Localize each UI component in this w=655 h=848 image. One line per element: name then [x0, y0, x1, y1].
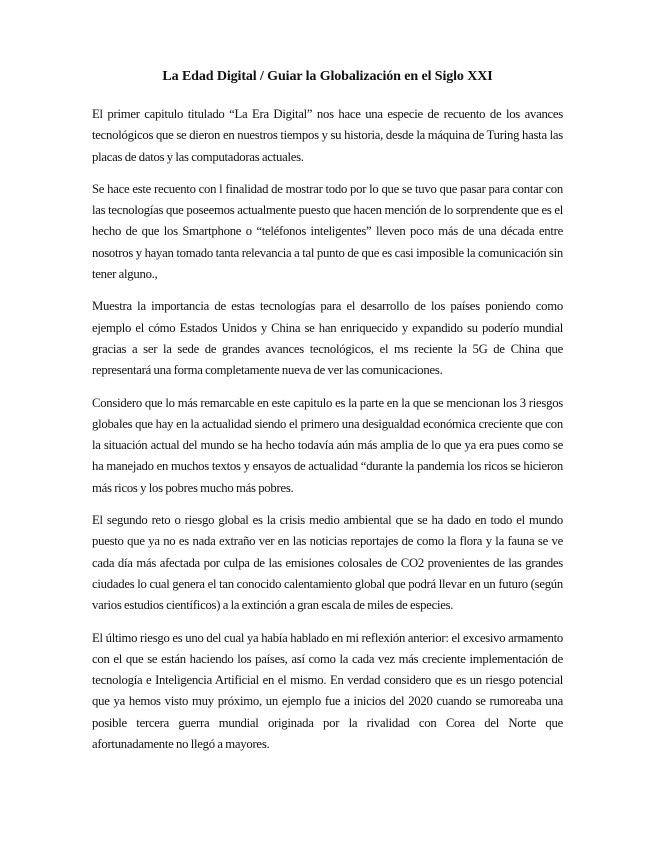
paragraph-importance: Muestra la importancia de estas tecnologías para el desarrollo de los países poniendo como ejemplo el cómo Estados Unidos y China se han enriquecido y expandido su poderío mundial gracias a ser la sede de grandes avances tecnológicos, el ms reciente la 5G de China que representará una forma completamente nueva de ver las comunicaciones.: [92, 299, 563, 378]
paragraph-purpose: Se hace este recuento con l finalidad de mostrar todo por lo que se tuvo que pasar para contar con las tecnologías que poseemos actualmente puesto que hacen mención de lo sorprendente que es el hecho de que los Smartphone o “teléfonos inteligentes” lleven poco más de una década entre nosotros y hayan tomado tanta relevancia a tal punto de que es casi imposible la comunicación sin tener alguno.,: [92, 181, 563, 282]
paragraph-intro: El primer capitulo titulado “La Era Digital” nos hace una especie de recuento de los avances tecnológicos que se dieron en nuestros tiempos y su historia, desde la máquina de Turing hasta las placas de datos y las computadoras actuales.: [92, 107, 563, 164]
document-title: La Edad Digital / Guiar la Globalización en el Siglo XXI: [162, 69, 493, 84]
paragraph-third-risk: El último riesgo es uno del cual ya había hablado en mi reflexión anterior: el excesivo armamento con el que se están haciendo los países, así como la cada vez más creciente implementación de tecnología e Inteligencia Artificial en el mismo. En verdad considero que es un riesgo potencial que ya hemos visto muy próximo, un ejemplo fue a inicios del 2020 cuando se rumoreaba una posible tercera guerra mundial originada por la rivalidad con Corea del Norte que afortunadamente no llegó a mayores.: [92, 630, 563, 752]
paragraph-first-risk: Considero que lo más remarcable en este capitulo es la parte en la que se mencionan los 3 riesgos globales que hay en la actualidad siendo el primero una desigualdad económica creciente que con la situación actual del mundo se ha hecho todavía aún más amplia de lo que ya era pues como se ha manejado en muchos textos y ensayos de actualidad “durante la pandemia los ricos se hicieron más ricos y los pobres mucho más pobres.: [92, 395, 563, 495]
paragraph-second-risk: El segundo reto o riesgo global es la crisis medio ambiental que se ha dado en todo el mundo puesto que ya no es nada extraño ver en las noticias reportajes de como la flora y la fauna se ve cada día más afectada por culpa de las emisiones colosales de CO2 provenientes de las grandes ciudades lo cual genera el tan conocido calentamiento global que podrá llevar en un futuro (según varios estudios científicos) a la extinción a gran escala de miles de especies.: [92, 513, 563, 613]
